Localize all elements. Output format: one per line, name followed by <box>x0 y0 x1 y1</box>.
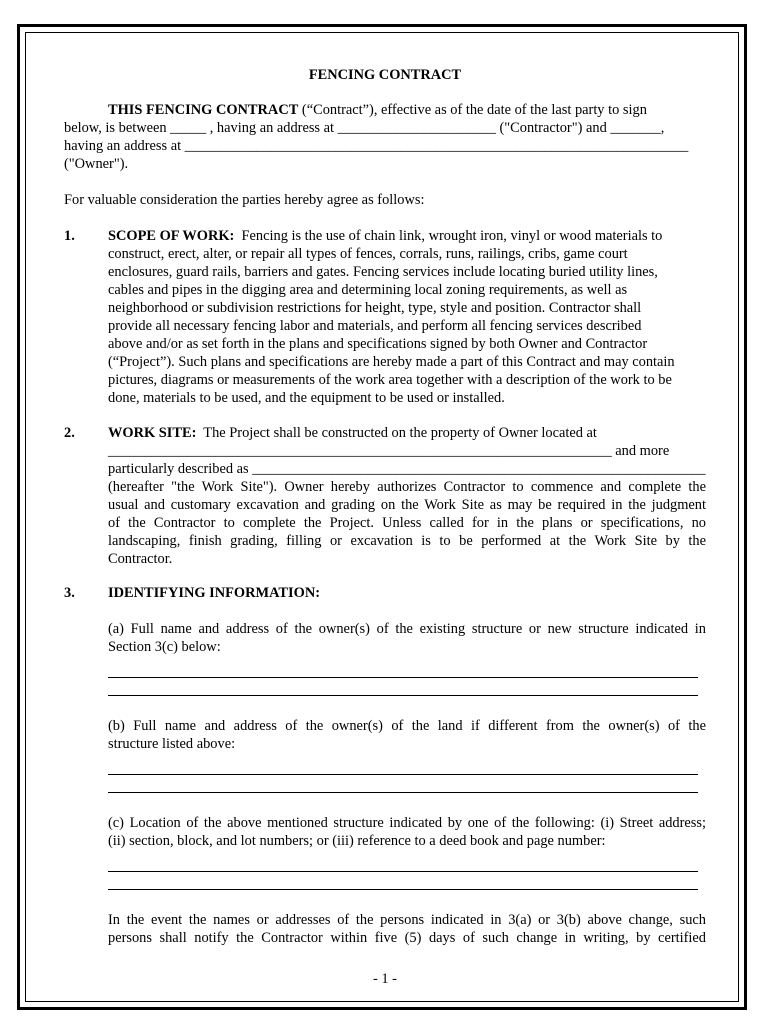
section-1-line: pictures, diagrams or measurements of the work area together with a description of the work to be <box>108 372 672 388</box>
section-1-line: construct, erect, alter, or repair all types of fences, corrals, runs, railings, cribs, game court <box>108 246 628 262</box>
section-1-line: done, materials to be used, and the equipment to be used or installed. <box>108 390 505 406</box>
section-1-line: enclosures, guard rails, barriers and gates. Fencing services include locating buried utility lines, <box>108 264 658 280</box>
section-2-line: of the Contractor to complete the Project. Unless called for in the plans or specifications, no <box>108 515 706 531</box>
section-2-line: landscaping, finish grading, filling or excavation is to be performed at the Work Site by the <box>108 533 706 549</box>
consideration-text: For valuable consideration the parties hereby agree as follows: <box>64 192 425 208</box>
section-3b-line-1: (b) Full name and address of the owner(s) of the land if different from the owner(s) of the <box>108 718 706 734</box>
location-blank-line[interactable] <box>108 889 698 890</box>
owner-structure-blank-line[interactable] <box>108 677 698 678</box>
section-3-number: 3. <box>64 585 75 601</box>
page-number: - 1 - <box>373 971 397 987</box>
section-1-line: (“Project”). Such plans and specifications are hereby made a part of this Contract and may contain <box>108 354 675 370</box>
section-2-last-line: Contractor. <box>108 551 173 567</box>
section-2-heading: WORK SITE: <box>108 425 197 441</box>
section-3a-line-2: Section 3(c) below: <box>108 639 221 655</box>
location-blank-line[interactable] <box>108 871 698 872</box>
document-title: FENCING CONTRACT <box>308 67 462 83</box>
owner-structure-blank-line[interactable] <box>108 695 698 696</box>
section-2-description-blank: particularly described as _______________________________________________________________ <box>108 461 706 477</box>
section-1-line: cables and pipes in the digging area and determining local zoning requirements, as well as <box>108 282 628 298</box>
section-3-notice-line-2: persons shall notify the Contractor within five (5) days of such change in writing, by certified <box>108 930 706 946</box>
section-1-heading: SCOPE OF WORK: <box>108 228 235 244</box>
section-3a-line-1: (a) Full name and address of the owner(s) of the existing structure or new structure indicated in <box>108 621 706 637</box>
section-3b-line-2: structure listed above: <box>108 736 236 752</box>
section-2-line: usual and customary excavation and grading on the Work Site as may be required in the judgment <box>108 497 706 513</box>
intro-line-1-rest: (“Contract”), effective as of the date of the last party to sign <box>298 102 647 118</box>
section-3c-line-1: (c) Location of the above mentioned structure indicated by one of the following: (i) Street address; <box>108 815 706 831</box>
intro-line-1 <box>108 101 647 119</box>
section-3-notice-line-1: In the event the names or addresses of the persons indicated in 3(a) or 3(b) above change, such <box>108 912 706 928</box>
section-1-line: neighborhood or subdivision restrictions for height, type, style and position. Contractor shall <box>108 300 642 316</box>
section-2-number: 2. <box>64 425 75 441</box>
intro-line-2: below, is between _____ , having an address at ______________________ ("Contractor") and _______, <box>64 120 665 136</box>
section-1-line-1-text: Fencing is the use of chain link, wrought iron, vinyl or wood materials to <box>234 228 663 244</box>
section-1-line-1 <box>108 227 662 245</box>
land-owner-blank-line[interactable] <box>108 792 698 793</box>
section-3c-line-2: (ii) section, block, and lot numbers; or (iii) reference to a deed book and page number: <box>108 833 606 849</box>
intro-line-3: having an address at ______________________________________________________________________ <box>64 138 689 154</box>
section-1-number: 1. <box>64 228 75 244</box>
section-1-line: provide all necessary fencing labor and materials, and perform all fencing services described <box>108 318 642 334</box>
section-2-line-1-text: The Project shall be constructed on the property of Owner located at <box>196 425 597 441</box>
intro-line-4: ("Owner"). <box>64 156 129 172</box>
section-3-heading: IDENTIFYING INFORMATION: <box>108 585 321 601</box>
section-1-line: above and/or as set forth in the plans and specifications signed by both Owner and Contractor <box>108 336 648 352</box>
section-2-address-blank: ______________________________________________________________________ and more <box>108 443 670 459</box>
section-2-line: (hereafter "the Work Site"). Owner hereby authorizes Contractor to commence and complete the <box>108 479 706 495</box>
land-owner-blank-line[interactable] <box>108 774 698 775</box>
section-2-line-1 <box>108 424 597 442</box>
intro-lead: THIS FENCING CONTRACT <box>108 102 299 118</box>
